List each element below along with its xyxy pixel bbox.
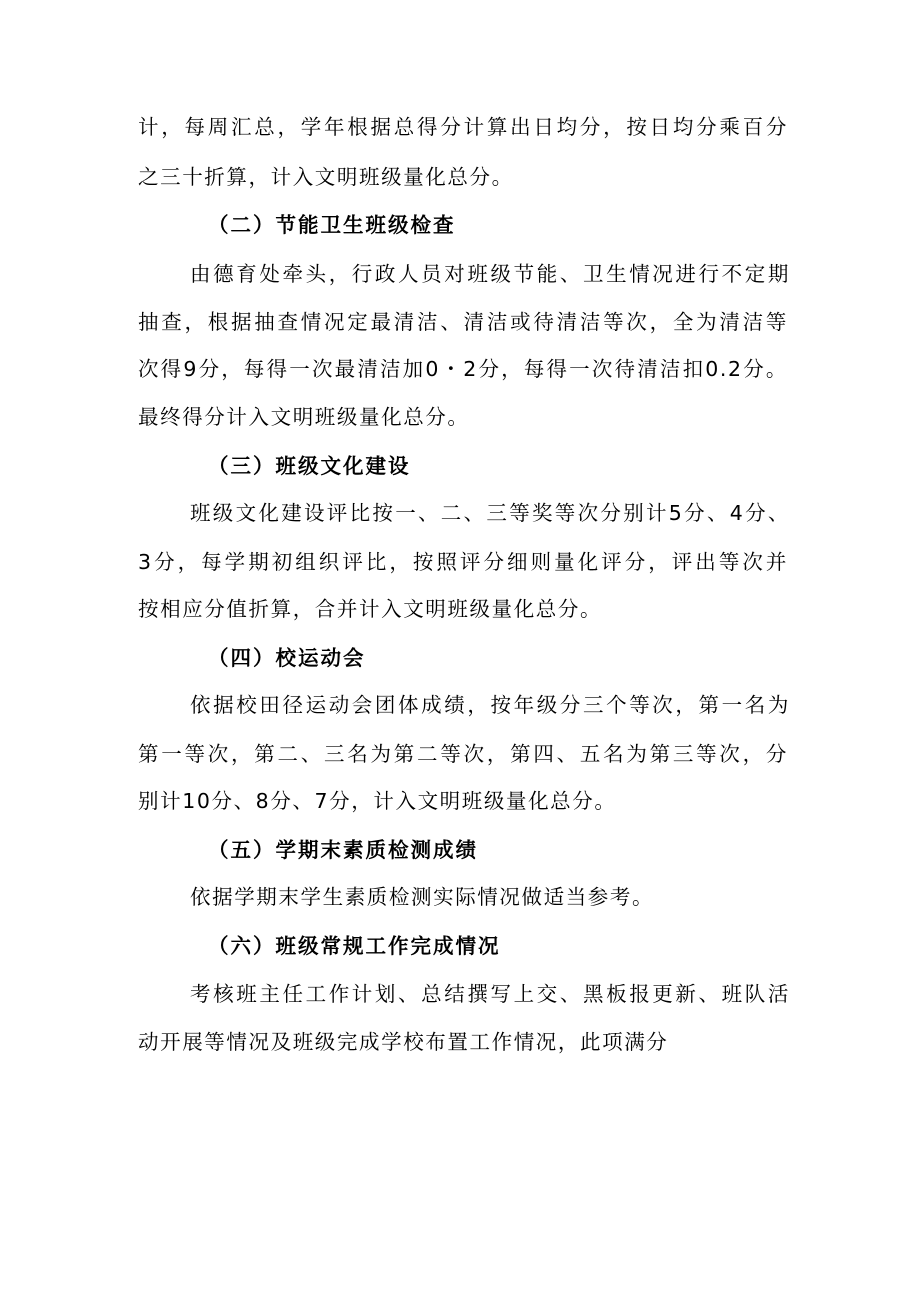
section-heading-2: （二）节能卫生班级检查 bbox=[208, 213, 456, 237]
paragraph-line: 按相应分值折算，合并计入文明班级量化总分。 bbox=[138, 597, 603, 621]
paragraph-line: 考核班主任工作计划、总结撰写上交、黑板报更新、班队活 bbox=[190, 982, 790, 1006]
paragraph-line: 3分，每学期初组织评比，按照评分细则量化评分，评出等次并 bbox=[138, 550, 788, 574]
paragraph-line: 班级文化建设评比按一、二、三等奖等次分别计5分、4分、 bbox=[190, 501, 790, 525]
section-heading-4: （四）校运动会 bbox=[208, 646, 366, 670]
paragraph-line: 别计10分、8分、7分，计入文明班级量化总分。 bbox=[138, 789, 617, 813]
section-heading-6: （六）班级常规工作完成情况 bbox=[208, 934, 501, 958]
paragraph-line: 依据学期末学生素质检测实际情况做适当参考。 bbox=[190, 885, 655, 909]
paragraph-line: 次得9分，每得一次最清洁加0・2分，每得一次待清洁扣0.2分。 bbox=[138, 357, 789, 381]
paragraph-line: 动开展等情况及班级完成学校布置工作情况，此项满分 bbox=[138, 1030, 669, 1054]
paragraph-line: 由德育处牵头，行政人员对班级节能、卫生情况进行不定期 bbox=[190, 262, 790, 286]
paragraph-line: 依据校田径运动会团体成绩，按年级分三个等次，第一名为 bbox=[190, 693, 790, 717]
section-heading-3: （三）班级文化建设 bbox=[208, 454, 411, 478]
paragraph-line: 第一等次，第二、三名为第二等次，第四、五名为第三等次，分 bbox=[138, 742, 788, 766]
paragraph-line: 抽查，根据抽查情况定最清洁、清洁或待清洁等次，全为清洁等 bbox=[138, 310, 788, 334]
paragraph-line: 计，每周汇总，学年根据总得分计算出日均分，按日均分乘百分 bbox=[138, 115, 788, 139]
paragraph-line: 最终得分计入文明班级量化总分。 bbox=[138, 405, 470, 429]
paragraph-line: 之三十折算，计入文明班级量化总分。 bbox=[138, 165, 514, 189]
section-heading-5: （五）学期末素质检测成绩 bbox=[208, 838, 478, 862]
